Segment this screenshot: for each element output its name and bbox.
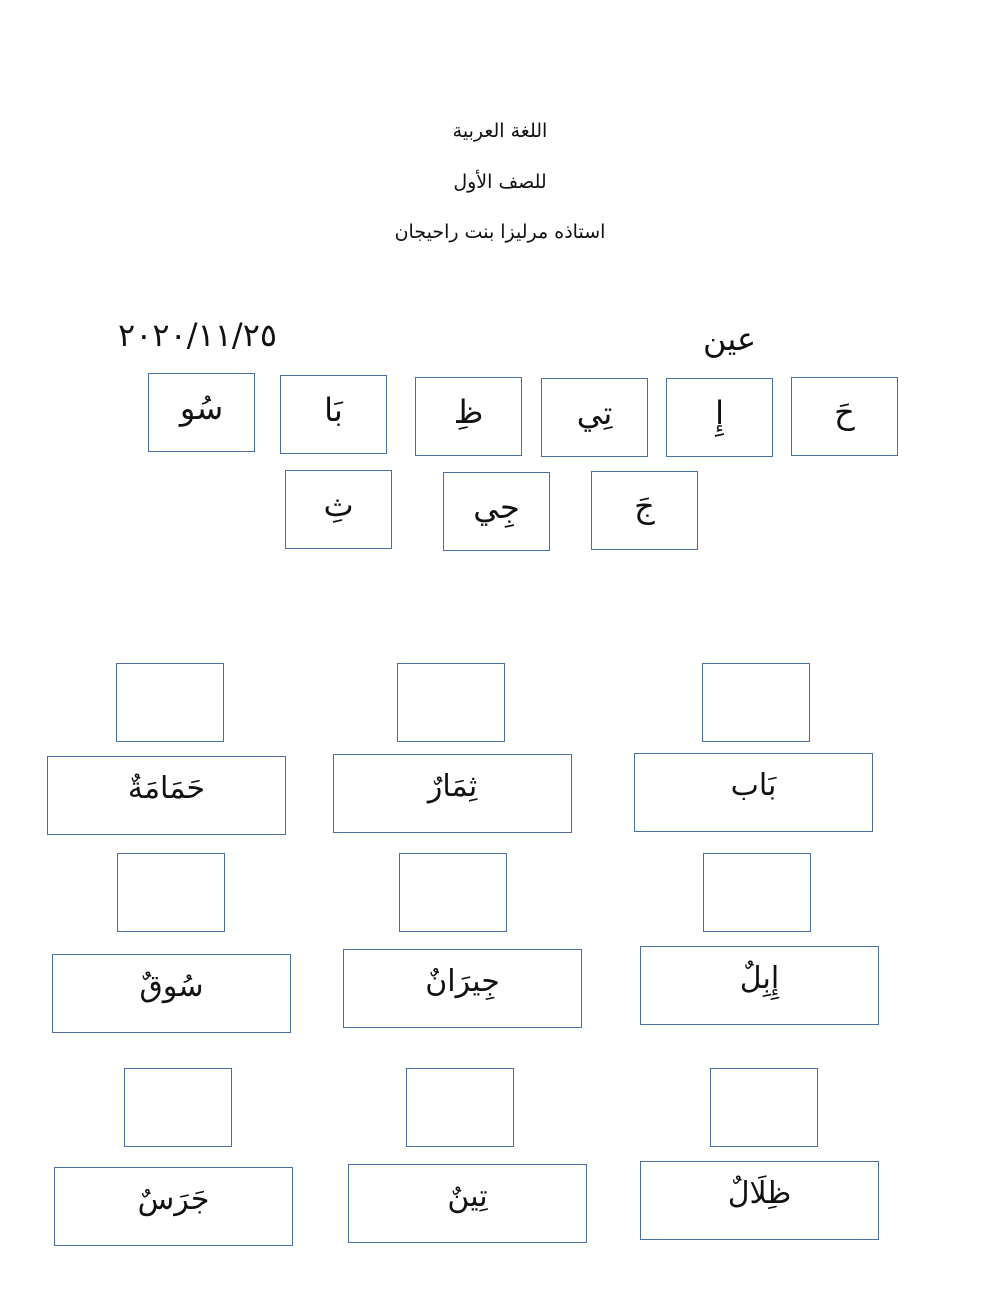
answer-drop-box[interactable] xyxy=(406,1068,514,1147)
answer-drop-box[interactable] xyxy=(710,1068,818,1147)
worksheet-grade: للصف الأول xyxy=(453,171,547,193)
answer-drop-box[interactable] xyxy=(399,853,507,932)
syllable-tile[interactable]: جَ xyxy=(591,471,698,550)
word-card: تِينٌ xyxy=(348,1164,587,1243)
answer-drop-box[interactable] xyxy=(124,1068,232,1147)
syllable-tile[interactable]: جِي xyxy=(443,472,550,551)
worksheet-teacher: استاذه مرليزا بنت راحيجان xyxy=(394,221,606,243)
word-card: جَرَسٌ xyxy=(54,1167,293,1246)
word-card: حَمَامَةٌ xyxy=(47,756,286,835)
syllable-tile[interactable]: ظِ xyxy=(415,377,522,456)
syllable-tile[interactable]: تِي xyxy=(541,378,648,457)
syllable-tile[interactable]: بَا xyxy=(280,375,387,454)
word-card: ظِلَالٌ xyxy=(640,1161,879,1240)
syllable-tile[interactable]: حَ xyxy=(791,377,898,456)
syllable-tile[interactable]: ثِ xyxy=(285,470,392,549)
answer-drop-box[interactable] xyxy=(397,663,505,742)
answer-drop-box[interactable] xyxy=(702,663,810,742)
word-card: إِبِلٌ xyxy=(640,946,879,1025)
word-card: بَاب xyxy=(634,753,873,832)
answer-drop-box[interactable] xyxy=(117,853,225,932)
syllable-tile[interactable]: سُو xyxy=(148,373,255,452)
word-card: سُوقٌ xyxy=(52,954,291,1033)
word-card: ثِمَارٌ xyxy=(333,754,572,833)
instruction-label: عين xyxy=(703,320,757,358)
syllable-tile[interactable]: إِ xyxy=(666,378,773,457)
answer-drop-box[interactable] xyxy=(116,663,224,742)
word-card: جِيرَانٌ xyxy=(343,949,582,1028)
worksheet-subject: اللغة العربية xyxy=(452,120,548,142)
worksheet-date: ٢٠٢٠/١١/٢٥ xyxy=(118,316,278,354)
answer-drop-box[interactable] xyxy=(703,853,811,932)
